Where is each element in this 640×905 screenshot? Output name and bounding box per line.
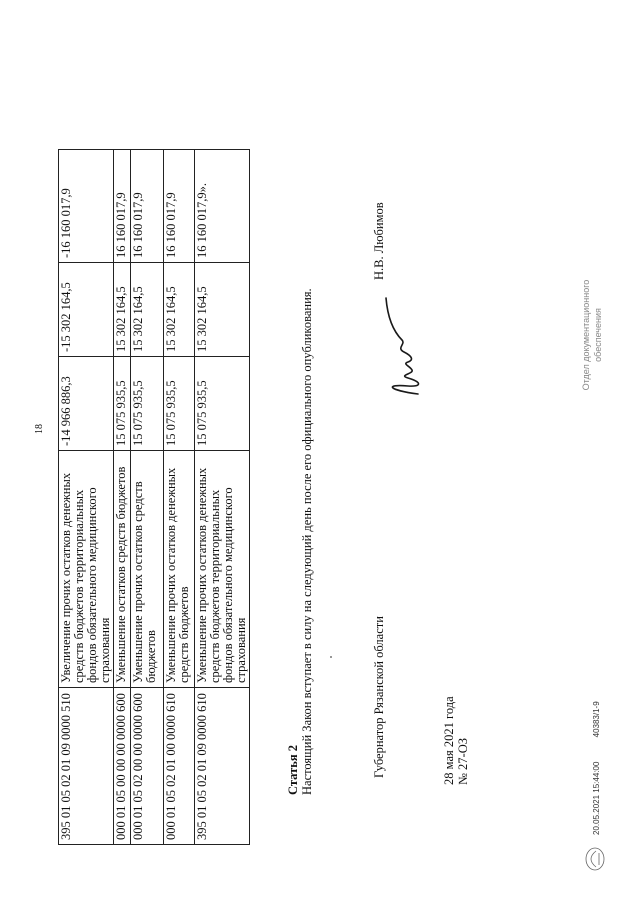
law-details (442, 696, 470, 785)
table-row (59, 150, 114, 845)
row-description: Уменьшение прочих остатков денежных средств бюджетов территориальных фондов обязательного медицинского страхования (195, 451, 250, 688)
value-2023: -16 160 017,9 (59, 150, 114, 263)
registration-footer (592, 679, 601, 835)
value-2023: 16 160 017,9 (131, 150, 164, 263)
value-2022: 15 302 164,5 (131, 263, 164, 357)
stamp-line-2: обеспечения (593, 308, 603, 362)
value-2022: 15 302 164,5 (195, 263, 250, 357)
row-description: Увеличение прочих остатков денежных средств бюджетов территориальных фондов обязательного медицинского страхования (59, 451, 114, 688)
footer-doc-id: 40383/1-9 (592, 701, 601, 738)
page-number: 18 (34, 424, 45, 434)
law-date: 28 мая 2021 года (442, 696, 456, 785)
governor-title: Губернатор Рязанской области (372, 616, 386, 778)
handwritten-signature (378, 290, 430, 400)
table-row (195, 150, 250, 845)
sources-table (58, 149, 250, 845)
stamp-line-1: Отдел документационного (581, 279, 591, 391)
budget-code: 000 01 05 00 00 00 0000 600 (114, 688, 131, 845)
row-description: Уменьшение прочих остатков денежных средств бюджетов (164, 451, 195, 688)
value-2022: -15 302 164,5 (59, 263, 114, 357)
table-row (131, 150, 164, 845)
value-2023: 16 160 017,9». (195, 150, 250, 263)
value-2021: 15 075 935,5 (164, 357, 195, 451)
value-2022: 15 302 164,5 (114, 263, 131, 357)
value-2021: 15 075 935,5 (114, 357, 131, 451)
law-number: № 27-ОЗ (456, 737, 470, 785)
row-description: Уменьшение остатков средств бюджетов (114, 451, 131, 688)
table-row (164, 150, 195, 845)
governor-name: Н.В. Любимов (372, 202, 386, 280)
row-description: Уменьшение прочих остатков средств бюджетов (131, 451, 164, 688)
article-text: Настоящий Закон вступает в силу на следующий день после его официального опубликования. (300, 288, 314, 795)
budget-code: 395 01 05 02 01 09 0000 510 (59, 688, 114, 845)
value-2021: 15 075 935,5 (195, 357, 250, 451)
budget-code: 000 01 05 02 01 00 0000 610 (164, 688, 195, 845)
value-2021: -14 966 886,3 (59, 357, 114, 451)
department-stamp (580, 235, 604, 435)
value-2023: 16 160 017,9 (164, 150, 195, 263)
seal-logo-icon (582, 845, 608, 873)
table-row (114, 150, 131, 845)
value-2022: 15 302 164,5 (164, 263, 195, 357)
value-2021: 15 075 935,5 (131, 357, 164, 451)
budget-code: 000 01 05 02 00 00 0000 600 (131, 688, 164, 845)
footer-timestamp: 20.05.2021 15:44:00 (592, 761, 601, 835)
value-2023: 16 160 017,9 (114, 150, 131, 263)
scan-speck (330, 656, 332, 658)
budget-code: 395 01 05 02 01 09 0000 610 (195, 688, 250, 845)
article-2 (286, 288, 314, 795)
article-title: Статья 2 (286, 745, 300, 795)
